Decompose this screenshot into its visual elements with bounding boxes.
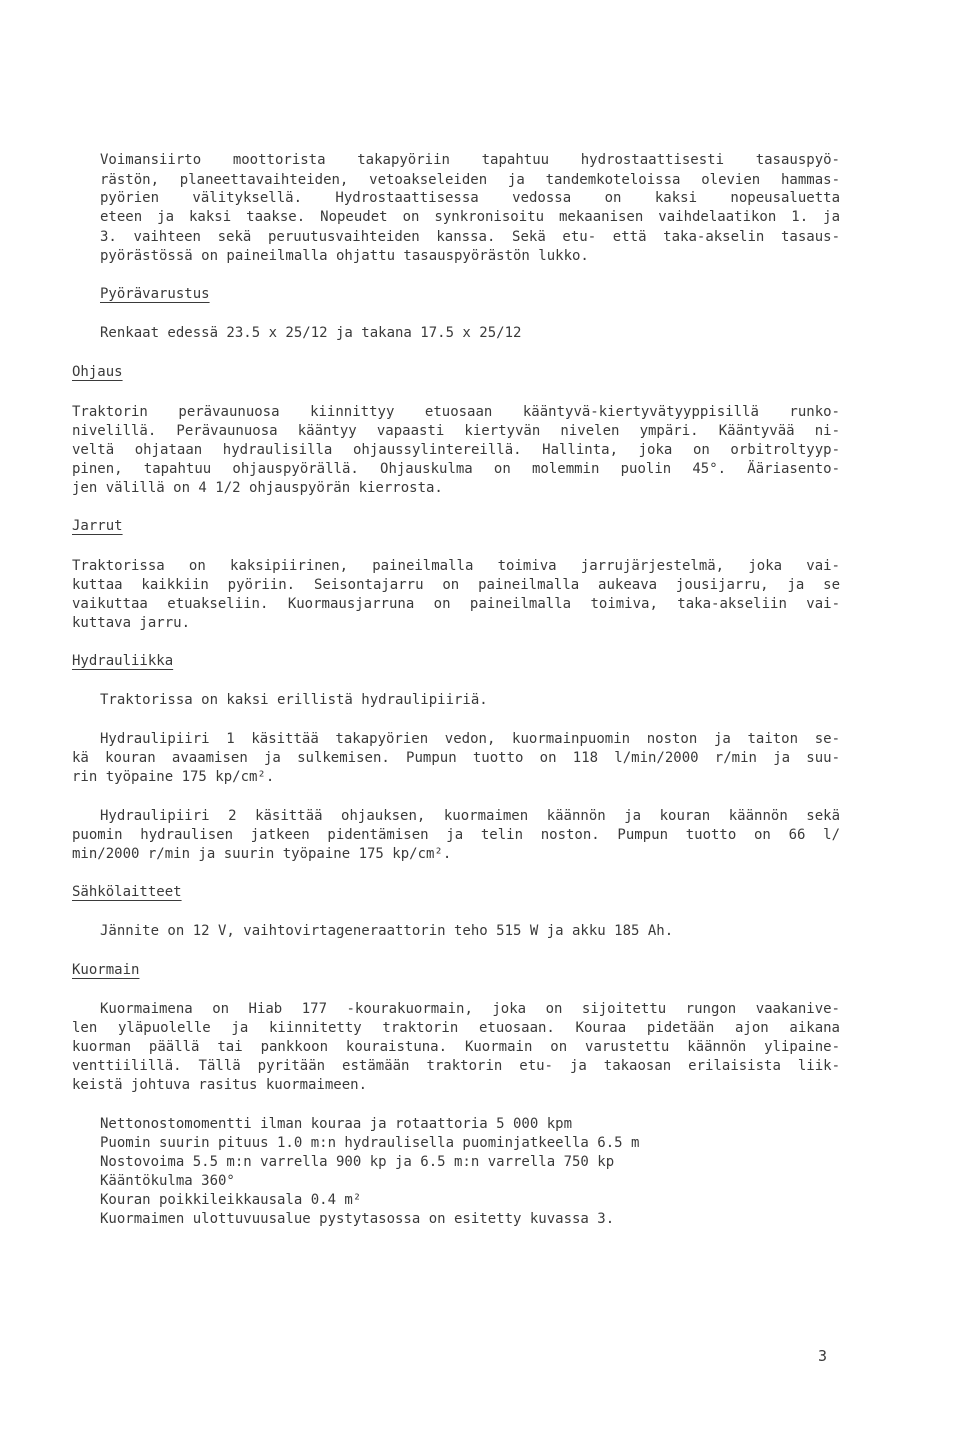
hydrauliikka-p2-line-3: rin työpaine 175 kp/cm².: [72, 769, 275, 785]
sahkolaitteet-line-1: Jännite on 12 V, vaihtovirtageneraattorin teho 515 W ja akku 185 Ah.: [100, 923, 674, 939]
kuormain-spec-line-5: Kouran poikkileikkausala 0.4 m²: [100, 1192, 362, 1208]
jarrut-line-3: vaikuttaa etuakseliin. Kuormausjarruna on paineilmalla toimiva, taka-akseliin vai-: [72, 596, 840, 612]
kuormain-p1-line-1: Kuormaimena on Hiab 177 -kourakuormain, joka on sijoitettu rungon vaakanive-: [100, 1001, 840, 1017]
jarrut-line-2: kuttaa kaikkiin pyöriin. Seisontajarru on paineilmalla aukeava jousijarru, ja se: [72, 577, 840, 593]
hydrauliikka-p3-line-3: min/2000 r/min ja suurin työpaine 175 kp/cm².: [72, 846, 452, 862]
jarrut-line-4: kuttava jarru.: [72, 615, 191, 631]
kuormain-p1-line-2: len yläpuolelle ja kiinnitetty traktorin etuosaan. Kouraa pidetään ajon aikana: [72, 1020, 840, 1036]
heading-sahkolaitteet: Sähkölaitteet: [72, 884, 182, 900]
kuormain-p1-line-4: venttiilillä. Tällä pyritään estämään traktorin etu- ja takaosan erilaisista liik-: [72, 1058, 840, 1074]
intro-line-5: 3. vaihteen sekä peruutusvaihteiden kanssa. Sekä etu- että taka-akselin tasaus-: [100, 229, 840, 245]
intro-line-6: pyörästössä on paineilmalla ohjattu tasauspyörästön lukko.: [100, 248, 589, 264]
hydrauliikka-p3-line-2: puomin hydraulisen jatkeen pidentämisen ja telin noston. Pumpun tuotto on 66 l/: [72, 827, 840, 843]
heading-ohjaus: Ohjaus: [72, 364, 123, 380]
heading-kuormain: Kuormain: [72, 962, 140, 978]
ohjaus-line-4: pinen, tapahtuu ohjauspyörällä. Ohjauskulma on molemmin puolin 45°. Ääriasento-: [72, 461, 840, 477]
heading-jarrut: Jarrut: [72, 518, 123, 534]
ohjaus-line-3: veltä ohjataan hydraulisilla ohjaussylintereillä. Hallinta, joka on orbitroltyyp-: [72, 442, 840, 458]
hydrauliikka-p2-line-2: kä kouran avaamisen ja sulkemisen. Pumpun tuotto on 118 l/min/2000 r/min ja suu-: [72, 750, 840, 766]
hydrauliikka-p2-line-1: Hydraulipiiri 1 käsittää takapyörien vedon, kuormainpuomin noston ja taiton se-: [100, 731, 840, 747]
ohjaus-line-5: jen välillä on 4 1/2 ohjauspyörän kierrosta.: [72, 480, 443, 496]
kuormain-spec-line-6: Kuormaimen ulottuvuusalue pystytasossa on esitetty kuvassa 3.: [100, 1211, 615, 1227]
intro-line-4: eteen ja kaksi taakse. Nopeudet on synkronisoitu mekaanisen vaihdelaatikon 1. ja: [100, 209, 840, 225]
intro-line-2: rästön, planeettavaihteiden, vetoakseleiden ja tandemkoteloissa olevien hammas-: [100, 172, 840, 188]
page-number: 3: [818, 1347, 828, 1365]
kuormain-spec-line-1: Nettonostomomentti ilman kouraa ja rotaattoria 5 000 kpm: [100, 1116, 573, 1132]
hydrauliikka-p3-line-1: Hydraulipiiri 2 käsittää ohjauksen, kuormaimen käännön ja kouran käännön sekä: [100, 808, 840, 824]
heading-hydrauliikka: Hydrauliikka: [72, 653, 174, 669]
kuormain-p1-line-3: kuorman päällä tai pankkoon kouraistuna. Kuormain on varustettu käännön ylipaine-: [72, 1039, 840, 1055]
ohjaus-line-2: nivelillä. Perävaunuosa kääntyy vapaasti kiertyvän nivelen ympäri. Kääntyvää ni-: [72, 423, 840, 439]
jarrut-line-1: Traktorissa on kaksipiirinen, paineilmalla toimiva jarrujärjestelmä, joka vai-: [72, 558, 840, 574]
hydrauliikka-p1-line-1: Traktorissa on kaksi erillistä hydraulipiiriä.: [100, 692, 488, 708]
intro-line-1: Voimansiirto moottorista takapyöriin tapahtuu hydrostaattisesti tasauspyö-: [100, 152, 840, 168]
kuormain-spec-line-4: Kääntökulma 360°: [100, 1173, 235, 1189]
ohjaus-line-1: Traktorin perävaunuosa kiinnittyy etuosaan kääntyvä-kiertyvätyyppisillä runko-: [72, 404, 840, 420]
kuormain-spec-line-2: Puomin suurin pituus 1.0 m:n hydraulisella puominjatkeella 6.5 m: [100, 1135, 640, 1151]
pyoravarustus-line-1: Renkaat edessä 23.5 x 25/12 ja takana 17.5 x 25/12: [100, 325, 522, 341]
intro-line-3: pyörien välityksellä. Hydrostaattisessa vedossa on kaksi nopeusaluetta: [100, 190, 840, 206]
kuormain-p1-line-5: keistä johtuva rasitus kuormaimeen.: [72, 1077, 368, 1093]
heading-pyoravarustus: Pyörävarustus: [100, 286, 210, 302]
kuormain-spec-line-3: Nostovoima 5.5 m:n varrella 900 kp ja 6.5 m:n varrella 750 kp: [100, 1154, 615, 1170]
